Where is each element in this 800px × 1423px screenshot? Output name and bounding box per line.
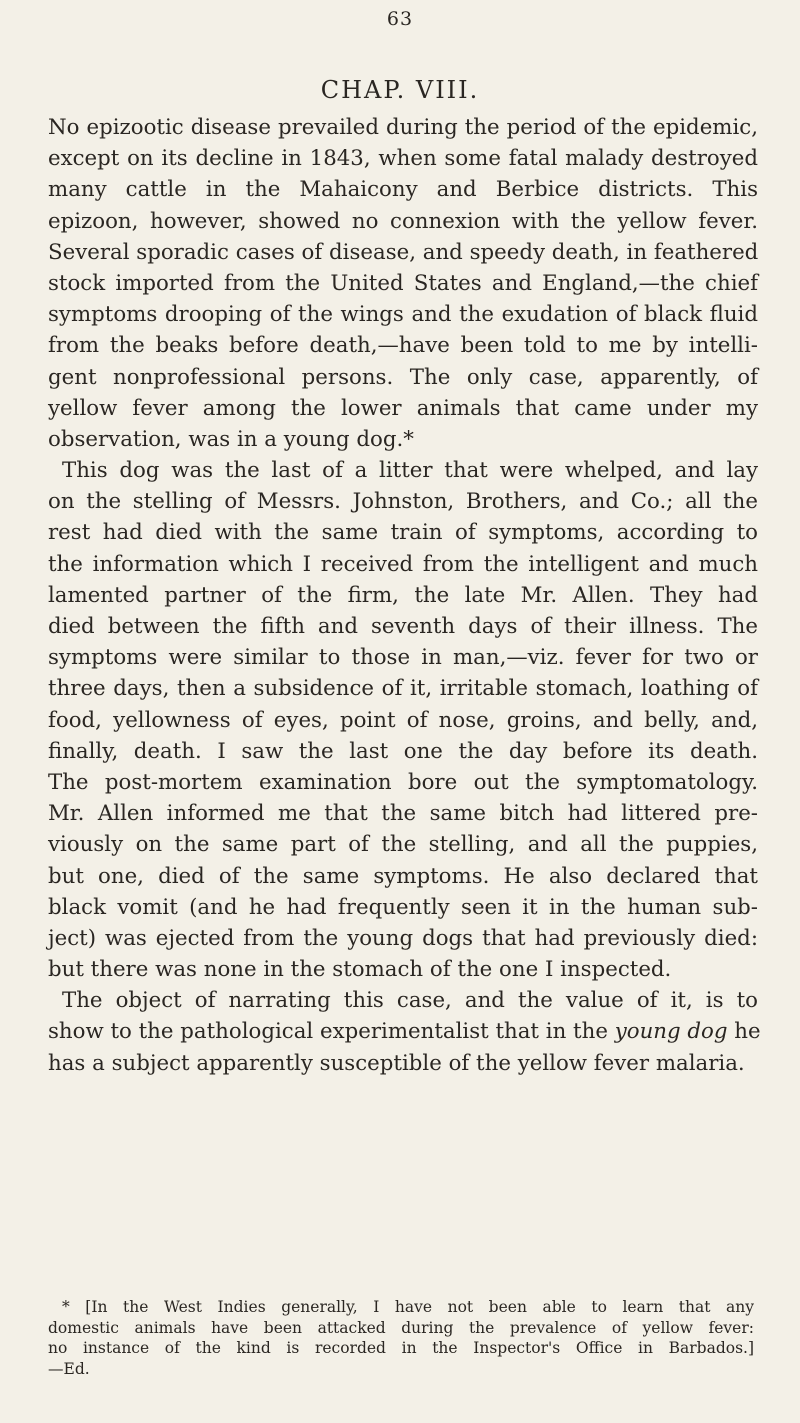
text-line: The post-mortem examination bore out the symptomatology. bbox=[48, 769, 758, 795]
text-segment: he bbox=[734, 1019, 761, 1045]
text-line: except on its decline in 1843, when some fatal malady destroyed bbox=[48, 146, 758, 172]
text-line: rest had died with the same train of symptoms, according to bbox=[48, 520, 758, 546]
text-line: finally, death. I saw the last one the day before its death. bbox=[48, 738, 758, 764]
text-line: This dog was the last of a litter that were whelped, and lay bbox=[62, 458, 758, 484]
text-line: black vomit (and he had frequently seen it in the human sub- bbox=[48, 894, 758, 920]
footnote-line: * [In the West Indies generally, I have not been able to learn that any bbox=[62, 1298, 754, 1316]
footnote-line: —Ed. bbox=[48, 1359, 90, 1378]
text-line bbox=[48, 1016, 761, 1047]
text-line: three days, then a subsidence of it, irritable stomach, loathing of bbox=[48, 676, 758, 702]
text-line: The object of narrating this case, and the value of it, is to bbox=[62, 988, 758, 1014]
text-line: symptoms were similar to those in man,—viz. fever for two or bbox=[48, 645, 758, 671]
footnote-line: domestic animals have been attacked during the prevalence of yellow fever: bbox=[48, 1318, 754, 1337]
text-segment: show to the pathological experimentalist that in the bbox=[48, 1019, 608, 1045]
italic-phrase: young dog bbox=[614, 1019, 728, 1045]
text-line: stock imported from the United States and England,—the chief bbox=[48, 270, 758, 296]
footnote bbox=[48, 1297, 754, 1379]
text-line: but there was none in the stomach of the one I inspected. bbox=[48, 957, 672, 983]
footnote-line: no instance of the kind is recorded in the Inspector's Office in Barbados.] bbox=[48, 1339, 754, 1357]
text-line: many cattle in the Mahaicony and Berbice districts. This bbox=[48, 177, 758, 203]
text-line: ject) was ejected from the young dogs that had previously died: bbox=[48, 925, 758, 951]
text-line: Mr. Allen informed me that the same bitch had littered pre- bbox=[48, 801, 758, 827]
text-line: lamented partner of the firm, the late Mr. Allen. They had bbox=[48, 582, 758, 608]
text-line: observation, was in a young dog.* bbox=[48, 426, 414, 452]
text-line: but one, died of the same symptoms. He also declared that bbox=[48, 863, 758, 889]
text-line: yellow fever among the lower animals that came under my bbox=[48, 395, 758, 421]
text-line: No epizootic disease prevailed during the period of the epidemic, bbox=[48, 115, 758, 140]
text-line: from the beaks before death,—have been told to me by intelli- bbox=[48, 333, 758, 359]
text-line: food, yellowness of eyes, point of nose, groins, and belly, and, bbox=[48, 707, 758, 733]
page-number: 63 bbox=[386, 8, 414, 30]
text-line: epizoon, however, showed no connexion with the yellow fever. bbox=[48, 208, 758, 234]
text-line: viously on the same part of the stelling, and all the puppies, bbox=[48, 832, 758, 858]
text-line: on the stelling of Messrs. Johnston, Brothers, and Co.; all the bbox=[48, 489, 758, 515]
chapter-heading: CHAP. VIII. bbox=[320, 76, 480, 104]
text-line: gent nonprofessional persons. The only case, apparently, of bbox=[48, 364, 758, 390]
text-line: has a subject apparently susceptible of the yellow fever malaria. bbox=[48, 1050, 745, 1076]
text-line: died between the fifth and seventh days of their illness. The bbox=[48, 614, 758, 639]
body-text bbox=[48, 112, 761, 1079]
text-line: symptoms drooping of the wings and the exudation of black fluid bbox=[48, 302, 758, 328]
text-line: Several sporadic cases of disease, and speedy death, in feathered bbox=[48, 239, 759, 265]
text-line: the information which I received from the intelligent and much bbox=[48, 551, 758, 577]
